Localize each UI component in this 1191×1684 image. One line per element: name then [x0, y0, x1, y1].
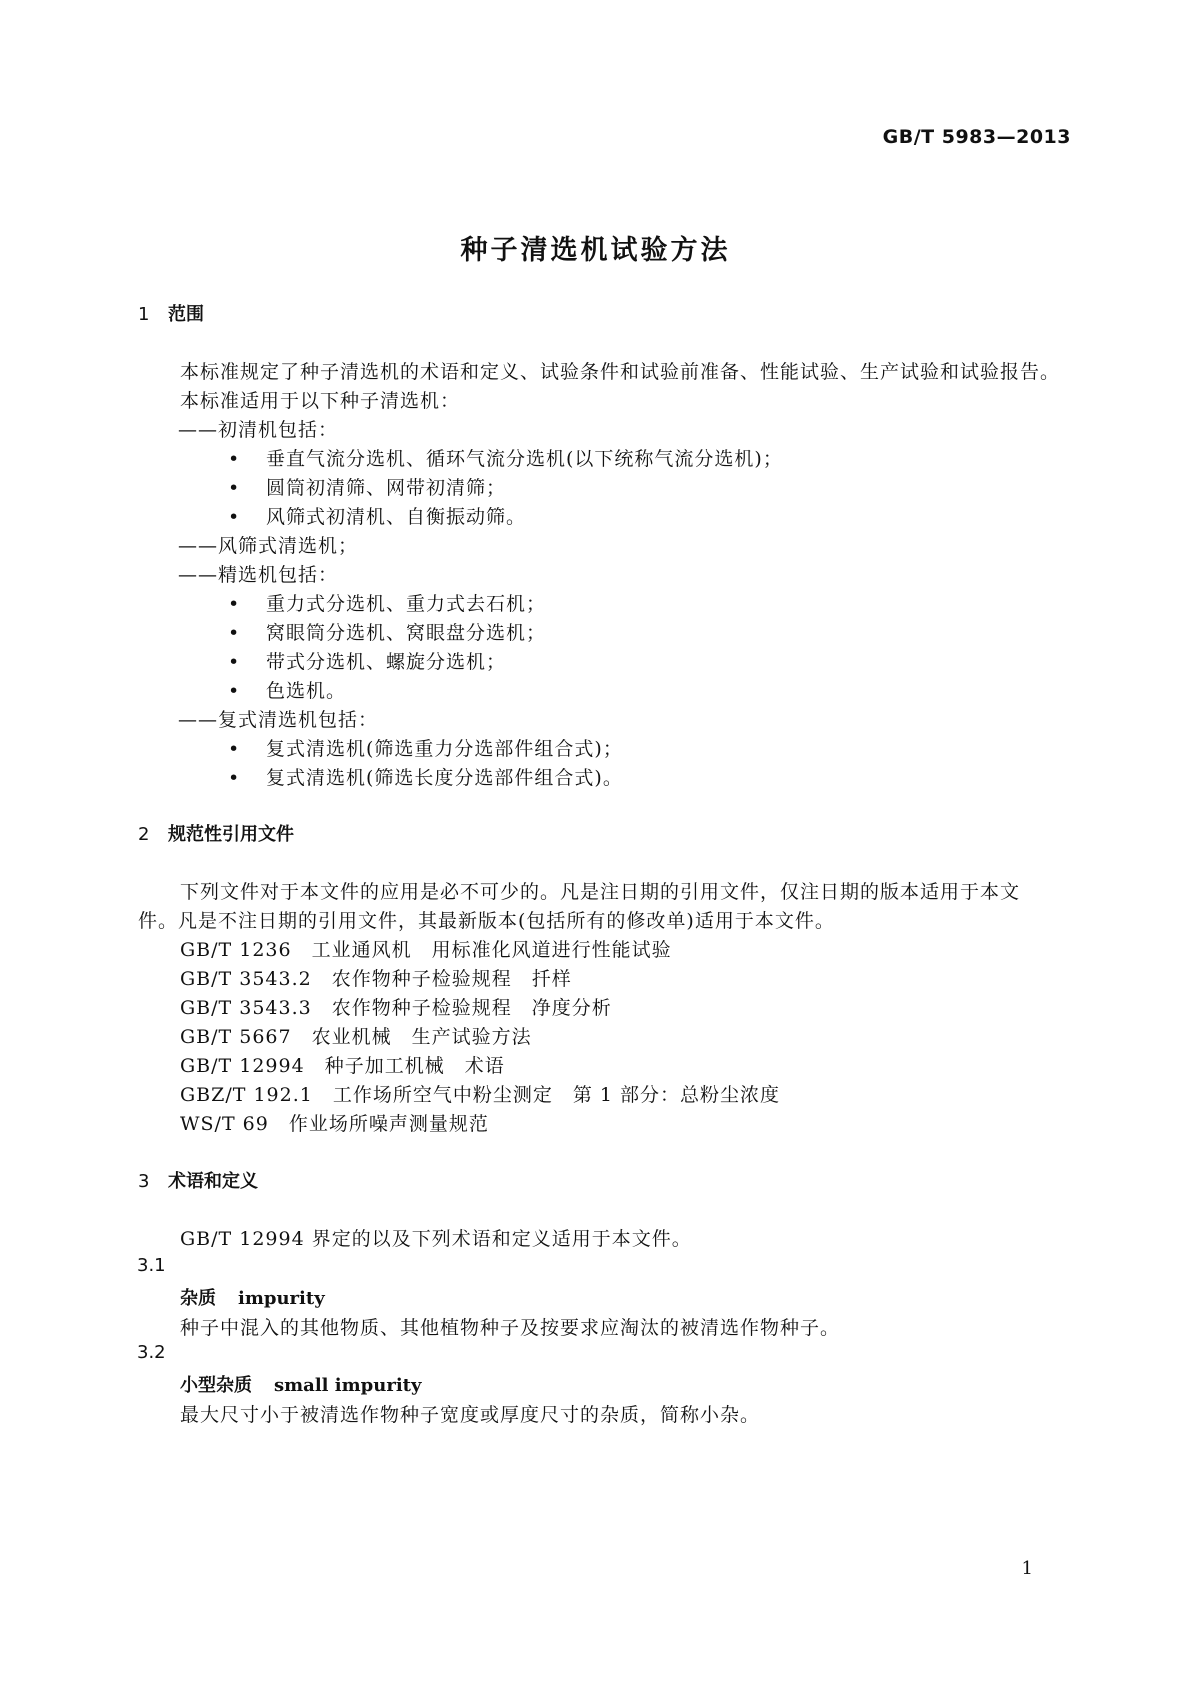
list-item-text: 复式清选机(筛选重力分选部件组合式)； [266, 738, 623, 760]
section-1-heading [138, 300, 204, 326]
list-item-text: 垂直气流分选机、循环气流分选机(以下统称气流分选机)； [266, 448, 783, 470]
bullet-icon: • [228, 680, 241, 702]
section-number: 3 [138, 1171, 150, 1192]
list-item [228, 502, 526, 529]
section-title: 规范性引用文件 [168, 824, 294, 845]
list-item [228, 734, 623, 761]
term-cn: 小型杂质 [180, 1375, 252, 1396]
bullet-icon: • [228, 593, 241, 615]
list-item-text: 色选机。 [266, 680, 347, 702]
term-cn: 杂质 [180, 1288, 216, 1309]
bullet-icon: • [228, 767, 241, 789]
list-item-text: 重力式分选机、重力式去石机； [266, 593, 547, 615]
group-label: ——初清机包括： [178, 419, 339, 441]
list-item [228, 589, 546, 616]
bullet-icon: • [228, 738, 241, 760]
bullet-icon: • [228, 622, 241, 644]
section-3-heading [138, 1167, 258, 1193]
scope-intro: 本标准规定了种子清选机的术语和定义、试验条件和试验前准备、性能试验、生产试验和试验报告。 [180, 361, 1061, 383]
term-definition: 最大尺寸小于被清选作物种子宽度或厚度尺寸的杂质，简称小杂。 [180, 1404, 761, 1426]
list-item [228, 676, 346, 703]
list-item [228, 647, 506, 674]
standard-code: GB/T 5983—2013 [882, 126, 1071, 148]
bullet-icon: • [228, 506, 241, 528]
references-intro-line-2: 件。凡是不注日期的引用文件，其最新版本(包括所有的修改单)适用于本文件。 [138, 910, 835, 932]
term-number: 3.1 [137, 1255, 166, 1276]
group-label: ——风筛式清选机； [178, 535, 359, 557]
list-item-text: 风筛式初清机、自衡振动筛。 [266, 506, 527, 528]
term-heading [180, 1371, 421, 1397]
term-heading [180, 1284, 325, 1310]
group-label: ——复式清选机包括： [178, 709, 379, 731]
bullet-icon: • [228, 477, 241, 499]
reference-item: GB/T 3543.3 农作物种子检验规程 净度分析 [180, 997, 612, 1019]
list-item-text: 圆筒初清筛、网带初清筛； [266, 477, 507, 499]
term-en: impurity [238, 1288, 325, 1309]
reference-item: GB/T 3543.2 农作物种子检验规程 扦样 [180, 968, 572, 990]
list-item-text: 复式清选机(筛选长度分选部件组合式)。 [266, 767, 623, 789]
reference-item: GB/T 12994 种子加工机械 术语 [180, 1055, 505, 1077]
bullet-icon: • [228, 651, 241, 673]
section-title: 范围 [168, 304, 204, 325]
term-en: small impurity [274, 1375, 422, 1396]
page-number: 1 [1021, 1558, 1033, 1579]
reference-item: WS/T 69 作业场所噪声测量规范 [180, 1113, 489, 1135]
term-number: 3.2 [137, 1342, 166, 1363]
list-item [228, 763, 623, 790]
reference-item: GB/T 5667 农业机械 生产试验方法 [180, 1026, 532, 1048]
references-intro-line-1: 下列文件对于本文件的应用是必不可少的。凡是注日期的引用文件，仅注日期的版本适用于本文 [180, 881, 1021, 903]
section-number: 2 [138, 824, 150, 845]
document-title: 种子清选机试验方法 [460, 235, 731, 266]
list-item [228, 618, 546, 645]
reference-item: GB/T 1236 工业通风机 用标准化风道进行性能试验 [180, 939, 672, 961]
section-number: 1 [138, 304, 150, 325]
list-item [228, 473, 506, 500]
term-definition: 种子中混入的其他物质、其他植物种子及按要求应淘汰的被清选作物种子。 [180, 1317, 841, 1339]
scope-applies: 本标准适用于以下种子清选机： [180, 390, 461, 412]
list-item-text: 带式分选机、螺旋分选机； [266, 651, 507, 673]
section-2-heading [138, 820, 294, 846]
terms-intro: GB/T 12994 界定的以及下列术语和定义适用于本文件。 [180, 1228, 692, 1250]
reference-item: GBZ/T 192.1 工作场所空气中粉尘测定 第 1 部分：总粉尘浓度 [180, 1084, 781, 1106]
section-title: 术语和定义 [168, 1171, 258, 1192]
bullet-icon: • [228, 448, 241, 470]
list-item [228, 444, 783, 471]
list-item-text: 窝眼筒分选机、窝眼盘分选机； [266, 622, 547, 644]
group-label: ——精选机包括： [178, 564, 339, 586]
